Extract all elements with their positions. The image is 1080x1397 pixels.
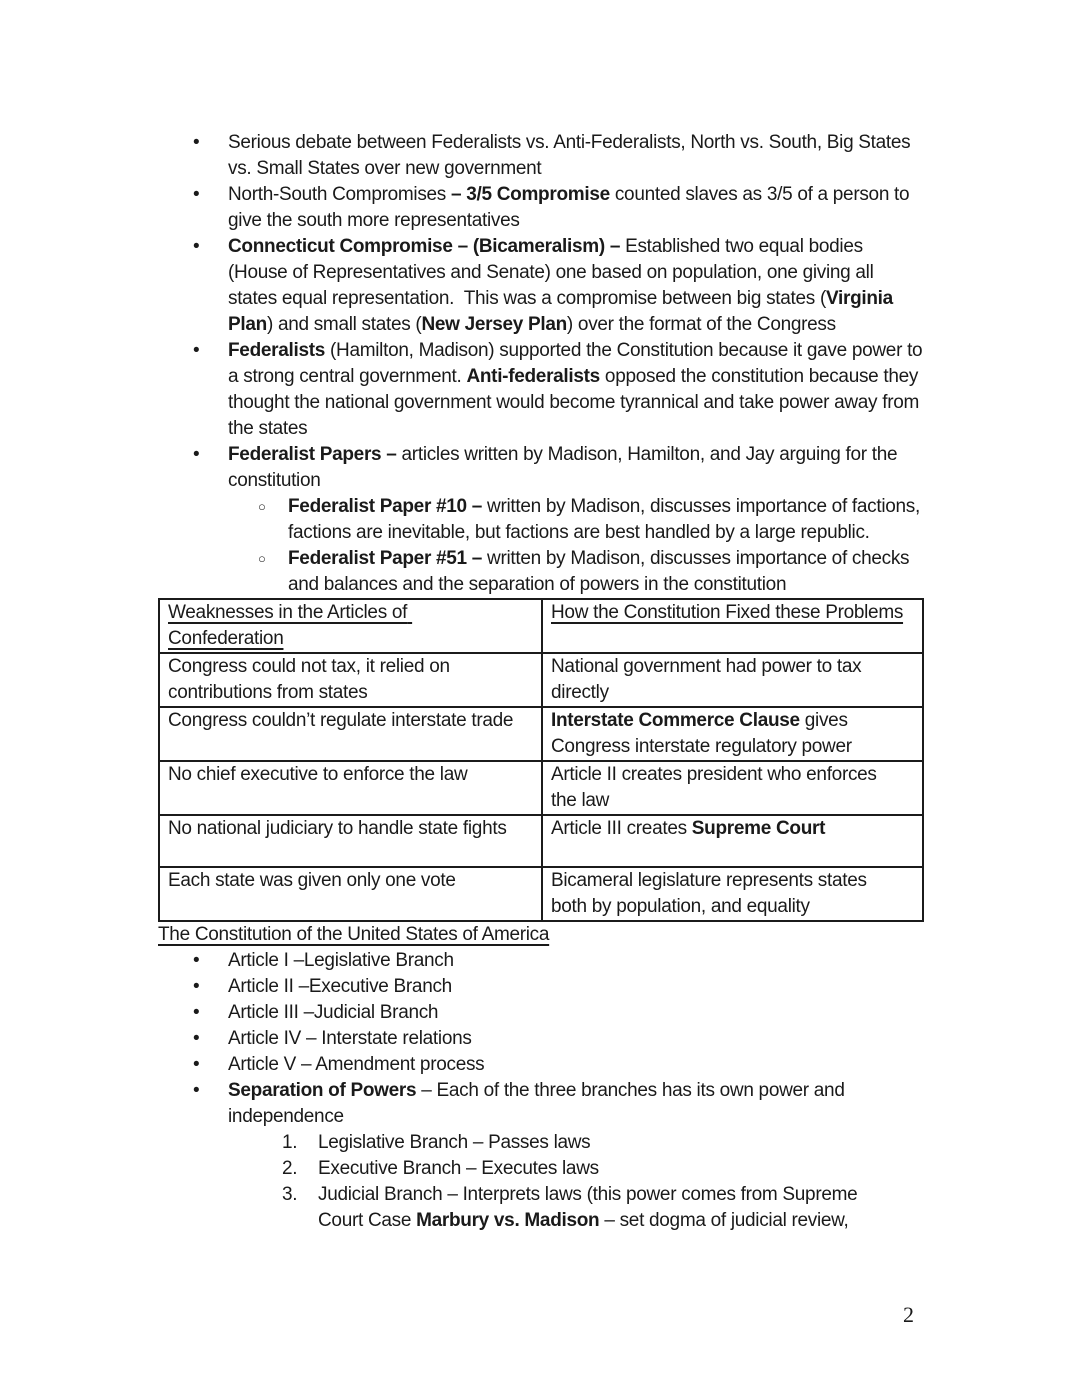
bullet-item: • Article IV – Interstate relations: [158, 1026, 924, 1052]
circle-bullet-icon: ○: [258, 499, 266, 514]
bullet-icon: •: [193, 184, 200, 205]
bullet-icon: •: [193, 1054, 200, 1075]
bullet-item: • Article II –Executive Branch: [158, 974, 924, 1000]
table-cell: Article II creates president who enforces the law: [542, 761, 923, 815]
bullet-item: • Article III –Judicial Branch: [158, 1000, 924, 1026]
bullet-icon: •: [193, 950, 200, 971]
table-cell: Article III creates Supreme Court: [542, 815, 923, 867]
table-cell: No chief executive to enforce the law: [159, 761, 542, 815]
bullet-item: • North-South Compromises – 3/5 Compromise counted slaves as 3/5 of a person to give the south more representatives: [193, 184, 915, 231]
table-row: [159, 653, 923, 707]
table-row: [159, 761, 923, 815]
list-number: 2.: [282, 1158, 298, 1179]
numbered-item: 3. Judicial Branch – Interprets laws (this power comes from Supreme Court Case Marbury vs. Madison – set dogma of judicial review,: [282, 1184, 863, 1231]
document-content: [158, 130, 928, 1234]
bullet-icon: •: [193, 1080, 200, 1101]
table-header-cell: How the Constitution Fixed these Problems: [542, 599, 923, 653]
bullet-icon: •: [193, 976, 200, 997]
bullet-item: • Federalist Papers – articles written by Madison, Hamilton, and Jay arguing for the constitution: [193, 444, 903, 491]
circle-bullet-icon: ○: [258, 551, 266, 566]
table-header-cell: Weaknesses in the Articles of Confederation: [159, 599, 542, 653]
table-cell: National government had power to tax directly: [542, 653, 923, 707]
table-cell: Each state was given only one vote: [159, 867, 542, 921]
bullet-item: • Federalists (Hamilton, Madison) supported the Constitution because it gave power to a strong central government. Anti-federalists opposed the constitution because they thought the national government would become tyrannical and take power away from the states: [193, 340, 928, 439]
bullet-icon: •: [193, 132, 200, 153]
bullet-icon: •: [193, 340, 200, 361]
sub-bullet-item: ○ Federalist Paper #51 – written by Madison, discusses importance of checks and balances and the separation of powers in the constitution: [258, 548, 915, 595]
list-number: 3.: [282, 1184, 298, 1205]
numbered-item: 1. Legislative Branch – Passes laws: [158, 1130, 924, 1156]
table-row: [159, 707, 923, 761]
comparison-table: [158, 598, 924, 922]
table-row: [159, 815, 923, 867]
bullet-icon: •: [193, 444, 200, 465]
table-header-row: [159, 599, 923, 653]
sub-bullet-item: ○ Federalist Paper #10 – written by Madison, discusses importance of factions, factions are inevitable, but factions are best handled by a large republic.: [258, 496, 925, 543]
bullet-icon: •: [193, 1028, 200, 1049]
bullet-item: • Separation of Powers – Each of the three branches has its own power and independence: [193, 1080, 850, 1127]
bullet-item: • Article I –Legislative Branch: [158, 948, 924, 974]
bullet-item: • Article V – Amendment process: [158, 1052, 924, 1078]
bullet-icon: •: [193, 1002, 200, 1023]
table-cell: Interstate Commerce Clause gives Congress interstate regulatory power: [542, 707, 923, 761]
numbered-item: 2. Executive Branch – Executes laws: [158, 1156, 924, 1182]
section-heading: The Constitution of the United States of America: [158, 924, 550, 945]
bullet-icon: •: [193, 236, 200, 257]
bullet-item: • Connecticut Compromise – (Bicameralism) – Established two equal bodies (House of Representatives and Senate) one based on population, one giving all states equal representation. This was a compromise between big states (Virginia Plan) and small states (New Jersey Plan) over the format of the Congress: [193, 236, 898, 335]
table-cell: No national judiciary to handle state fights: [159, 815, 542, 867]
bullet-item: • Serious debate between Federalists vs. Anti-Federalists, North vs. South, Big States vs. Small States over new government: [193, 132, 916, 179]
table-cell: Bicameral legislature represents states both by population, and equality: [542, 867, 923, 921]
table-cell: Congress could not tax, it relied on contributions from states: [159, 653, 542, 707]
table-cell: Congress couldn’t regulate interstate trade: [159, 707, 542, 761]
table-row: [159, 867, 923, 921]
list-number: 1.: [282, 1132, 298, 1153]
page-number: 2: [903, 1302, 914, 1327]
